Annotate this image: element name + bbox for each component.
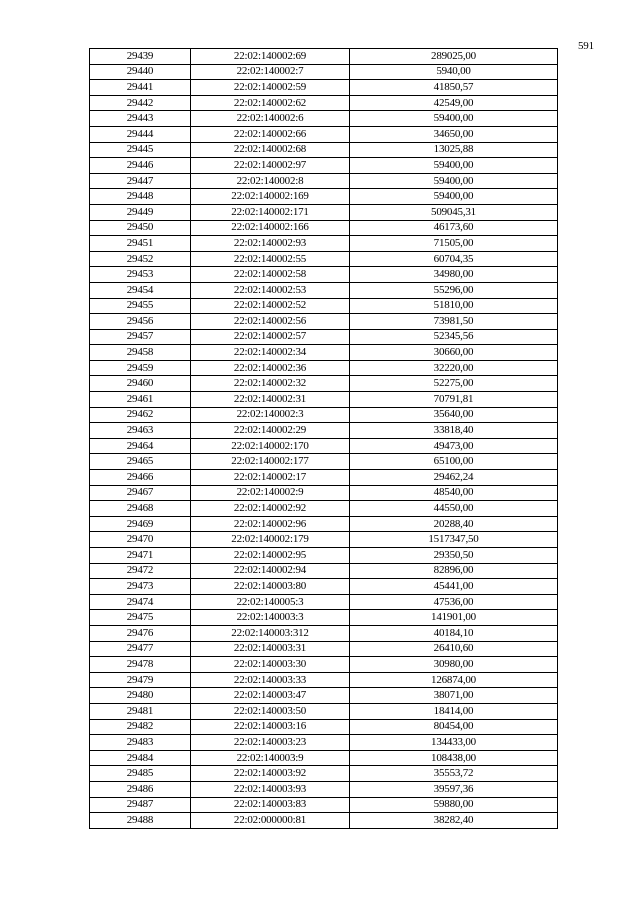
- table-row: [90, 438, 558, 454]
- cadastral-number-cell: 22:02:140003:30: [191, 657, 350, 673]
- cadastral-number-cell: 22:02:140002:96: [191, 516, 350, 532]
- cadastral-value-cell: 289025,00: [350, 49, 558, 65]
- table-row: [90, 64, 558, 80]
- cadastral-number-cell: 22:02:140003:83: [191, 797, 350, 813]
- table-row: [90, 657, 558, 673]
- cadastral-number-cell: 22:02:140005:3: [191, 594, 350, 610]
- row-number-cell: 29449: [90, 204, 191, 220]
- row-number-cell: 29470: [90, 532, 191, 548]
- cadastral-number-cell: 22:02:140002:97: [191, 158, 350, 174]
- row-number-cell: 29444: [90, 126, 191, 142]
- table-row: [90, 563, 558, 579]
- cadastral-number-cell: 22:02:140002:57: [191, 329, 350, 345]
- table-row: [90, 236, 558, 252]
- cadastral-number-cell: 22:02:140003:93: [191, 781, 350, 797]
- row-number-cell: 29456: [90, 314, 191, 330]
- cadastral-number-cell: 22:02:140002:58: [191, 267, 350, 283]
- cadastral-number-cell: 22:02:140003:312: [191, 625, 350, 641]
- cadastral-value-cell: 59880,00: [350, 797, 558, 813]
- cadastral-number-cell: 22:02:140002:62: [191, 95, 350, 111]
- table-row: [90, 485, 558, 501]
- cadastral-value-cell: 52345,56: [350, 329, 558, 345]
- cadastral-value-cell: 45441,00: [350, 579, 558, 595]
- row-number-cell: 29482: [90, 719, 191, 735]
- cadastral-value-cell: 52275,00: [350, 376, 558, 392]
- cadastral-value-cell: 509045,31: [350, 204, 558, 220]
- cadastral-number-cell: 22:02:140003:9: [191, 750, 350, 766]
- table-row: [90, 360, 558, 376]
- cadastral-number-cell: 22:02:140002:170: [191, 438, 350, 454]
- table-row: [90, 204, 558, 220]
- cadastral-value-cell: 49473,00: [350, 438, 558, 454]
- row-number-cell: 29484: [90, 750, 191, 766]
- row-number-cell: 29439: [90, 49, 191, 65]
- table-row: [90, 173, 558, 189]
- table-row: [90, 610, 558, 626]
- row-number-cell: 29452: [90, 251, 191, 267]
- cadastral-number-cell: 22:02:140002:53: [191, 282, 350, 298]
- cadastral-value-table: [89, 48, 558, 829]
- cadastral-value-cell: 42549,00: [350, 95, 558, 111]
- cadastral-value-cell: 80454,00: [350, 719, 558, 735]
- cadastral-value-cell: 59400,00: [350, 111, 558, 127]
- row-number-cell: 29478: [90, 657, 191, 673]
- row-number-cell: 29467: [90, 485, 191, 501]
- table-row: [90, 594, 558, 610]
- cadastral-value-cell: 70791,81: [350, 392, 558, 408]
- table-row: [90, 470, 558, 486]
- cadastral-value-cell: 30980,00: [350, 657, 558, 673]
- row-number-cell: 29468: [90, 501, 191, 517]
- cadastral-number-cell: 22:02:140002:92: [191, 501, 350, 517]
- cadastral-number-cell: 22:02:140002:8: [191, 173, 350, 189]
- cadastral-number-cell: 22:02:140003:33: [191, 672, 350, 688]
- table-row: [90, 111, 558, 127]
- cadastral-value-cell: 126874,00: [350, 672, 558, 688]
- cadastral-value-cell: 73981,50: [350, 314, 558, 330]
- row-number-cell: 29471: [90, 548, 191, 564]
- row-number-cell: 29476: [90, 625, 191, 641]
- row-number-cell: 29480: [90, 688, 191, 704]
- cadastral-number-cell: 22:02:140002:69: [191, 49, 350, 65]
- cadastral-value-cell: 51810,00: [350, 298, 558, 314]
- cadastral-value-cell: 13025,88: [350, 142, 558, 158]
- cadastral-value-cell: 65100,00: [350, 454, 558, 470]
- table-row: [90, 548, 558, 564]
- cadastral-value-cell: 71505,00: [350, 236, 558, 252]
- cadastral-value-cell: 41850,57: [350, 80, 558, 96]
- cadastral-number-cell: 22:02:140002:55: [191, 251, 350, 267]
- cadastral-number-cell: 22:02:140002:52: [191, 298, 350, 314]
- cadastral-value-cell: 59400,00: [350, 158, 558, 174]
- table-row: [90, 298, 558, 314]
- cadastral-number-cell: 22:02:140003:23: [191, 735, 350, 751]
- cadastral-number-cell: 22:02:140002:3: [191, 407, 350, 423]
- cadastral-value-cell: 134433,00: [350, 735, 558, 751]
- row-number-cell: 29443: [90, 111, 191, 127]
- row-number-cell: 29441: [90, 80, 191, 96]
- cadastral-number-cell: 22:02:000000:81: [191, 813, 350, 829]
- cadastral-value-cell: 82896,00: [350, 563, 558, 579]
- row-number-cell: 29457: [90, 329, 191, 345]
- row-number-cell: 29483: [90, 735, 191, 751]
- row-number-cell: 29488: [90, 813, 191, 829]
- cadastral-number-cell: 22:02:140002:32: [191, 376, 350, 392]
- cadastral-number-cell: 22:02:140002:29: [191, 423, 350, 439]
- cadastral-value-cell: 48540,00: [350, 485, 558, 501]
- row-number-cell: 29477: [90, 641, 191, 657]
- table-row: [90, 95, 558, 111]
- table-row: [90, 516, 558, 532]
- cadastral-number-cell: 22:02:140003:50: [191, 703, 350, 719]
- table-row: [90, 267, 558, 283]
- cadastral-value-cell: 47536,00: [350, 594, 558, 610]
- row-number-cell: 29455: [90, 298, 191, 314]
- row-number-cell: 29440: [90, 64, 191, 80]
- row-number-cell: 29481: [90, 703, 191, 719]
- cadastral-value-cell: 20288,40: [350, 516, 558, 532]
- row-number-cell: 29461: [90, 392, 191, 408]
- cadastral-number-cell: 22:02:140002:66: [191, 126, 350, 142]
- cadastral-value-cell: 30660,00: [350, 345, 558, 361]
- table-row: [90, 407, 558, 423]
- page-number: 591: [578, 40, 594, 52]
- cadastral-value-cell: 34980,00: [350, 267, 558, 283]
- row-number-cell: 29486: [90, 781, 191, 797]
- cadastral-number-cell: 22:02:140002:166: [191, 220, 350, 236]
- row-number-cell: 29466: [90, 470, 191, 486]
- row-number-cell: 29462: [90, 407, 191, 423]
- cadastral-value-cell: 60704,35: [350, 251, 558, 267]
- cadastral-number-cell: 22:02:140002:9: [191, 485, 350, 501]
- cadastral-value-cell: 1517347,50: [350, 532, 558, 548]
- row-number-cell: 29448: [90, 189, 191, 205]
- table-row: [90, 719, 558, 735]
- cadastral-value-cell: 40184,10: [350, 625, 558, 641]
- table-row: [90, 142, 558, 158]
- cadastral-value-cell: 55296,00: [350, 282, 558, 298]
- cadastral-value-cell: 26410,60: [350, 641, 558, 657]
- cadastral-value-cell: 59400,00: [350, 173, 558, 189]
- cadastral-number-cell: 22:02:140002:68: [191, 142, 350, 158]
- row-number-cell: 29485: [90, 766, 191, 782]
- cadastral-number-cell: 22:02:140003:3: [191, 610, 350, 626]
- cadastral-number-cell: 22:02:140002:31: [191, 392, 350, 408]
- table-row: [90, 797, 558, 813]
- table-row: [90, 314, 558, 330]
- row-number-cell: 29472: [90, 563, 191, 579]
- table-row: [90, 703, 558, 719]
- cadastral-value-cell: 34650,00: [350, 126, 558, 142]
- table-body: [90, 49, 558, 829]
- row-number-cell: 29447: [90, 173, 191, 189]
- table-row: [90, 766, 558, 782]
- table-row: [90, 423, 558, 439]
- cadastral-number-cell: 22:02:140002:6: [191, 111, 350, 127]
- cadastral-value-cell: 35553,72: [350, 766, 558, 782]
- table-row: [90, 282, 558, 298]
- table-row: [90, 641, 558, 657]
- cadastral-number-cell: 22:02:140002:17: [191, 470, 350, 486]
- cadastral-number-cell: 22:02:140002:36: [191, 360, 350, 376]
- table-row: [90, 376, 558, 392]
- row-number-cell: 29475: [90, 610, 191, 626]
- table-row: [90, 688, 558, 704]
- row-number-cell: 29479: [90, 672, 191, 688]
- row-number-cell: 29464: [90, 438, 191, 454]
- row-number-cell: 29474: [90, 594, 191, 610]
- table-row: [90, 80, 558, 96]
- cadastral-number-cell: 22:02:140002:93: [191, 236, 350, 252]
- table-row: [90, 49, 558, 65]
- table-row: [90, 532, 558, 548]
- row-number-cell: 29450: [90, 220, 191, 236]
- cadastral-value-cell: 29462,24: [350, 470, 558, 486]
- cadastral-number-cell: 22:02:140002:179: [191, 532, 350, 548]
- table-row: [90, 345, 558, 361]
- cadastral-value-cell: 18414,00: [350, 703, 558, 719]
- table-row: [90, 126, 558, 142]
- row-number-cell: 29465: [90, 454, 191, 470]
- table-row: [90, 579, 558, 595]
- cadastral-value-cell: 108438,00: [350, 750, 558, 766]
- cadastral-number-cell: 22:02:140003:92: [191, 766, 350, 782]
- cadastral-value-cell: 38282,40: [350, 813, 558, 829]
- cadastral-number-cell: 22:02:140002:94: [191, 563, 350, 579]
- cadastral-number-cell: 22:02:140002:56: [191, 314, 350, 330]
- table-row: [90, 625, 558, 641]
- cadastral-value-cell: 33818,40: [350, 423, 558, 439]
- table-row: [90, 781, 558, 797]
- table-row: [90, 220, 558, 236]
- cadastral-number-cell: 22:02:140003:47: [191, 688, 350, 704]
- row-number-cell: 29458: [90, 345, 191, 361]
- cadastral-number-cell: 22:02:140003:80: [191, 579, 350, 595]
- table-row: [90, 251, 558, 267]
- cadastral-value-cell: 44550,00: [350, 501, 558, 517]
- row-number-cell: 29453: [90, 267, 191, 283]
- table-row: [90, 735, 558, 751]
- cadastral-value-cell: 32220,00: [350, 360, 558, 376]
- cadastral-value-cell: 38071,00: [350, 688, 558, 704]
- cadastral-number-cell: 22:02:140003:31: [191, 641, 350, 657]
- table-row: [90, 189, 558, 205]
- cadastral-value-cell: 39597,36: [350, 781, 558, 797]
- cadastral-value-cell: 59400,00: [350, 189, 558, 205]
- row-number-cell: 29442: [90, 95, 191, 111]
- row-number-cell: 29445: [90, 142, 191, 158]
- cadastral-number-cell: 22:02:140002:177: [191, 454, 350, 470]
- table-row: [90, 501, 558, 517]
- cadastral-number-cell: 22:02:140002:95: [191, 548, 350, 564]
- table-row: [90, 392, 558, 408]
- cadastral-value-cell: 29350,50: [350, 548, 558, 564]
- cadastral-value-cell: 5940,00: [350, 64, 558, 80]
- row-number-cell: 29473: [90, 579, 191, 595]
- row-number-cell: 29446: [90, 158, 191, 174]
- table-row: [90, 329, 558, 345]
- row-number-cell: 29463: [90, 423, 191, 439]
- row-number-cell: 29459: [90, 360, 191, 376]
- row-number-cell: 29469: [90, 516, 191, 532]
- table-row: [90, 813, 558, 829]
- row-number-cell: 29460: [90, 376, 191, 392]
- cadastral-number-cell: 22:02:140003:16: [191, 719, 350, 735]
- cadastral-value-cell: 46173,60: [350, 220, 558, 236]
- cadastral-number-cell: 22:02:140002:7: [191, 64, 350, 80]
- cadastral-number-cell: 22:02:140002:59: [191, 80, 350, 96]
- table-row: [90, 750, 558, 766]
- cadastral-value-cell: 141901,00: [350, 610, 558, 626]
- cadastral-number-cell: 22:02:140002:34: [191, 345, 350, 361]
- row-number-cell: 29487: [90, 797, 191, 813]
- row-number-cell: 29454: [90, 282, 191, 298]
- cadastral-number-cell: 22:02:140002:171: [191, 204, 350, 220]
- table-row: [90, 672, 558, 688]
- table-row: [90, 158, 558, 174]
- row-number-cell: 29451: [90, 236, 191, 252]
- cadastral-value-cell: 35640,00: [350, 407, 558, 423]
- table-row: [90, 454, 558, 470]
- cadastral-number-cell: 22:02:140002:169: [191, 189, 350, 205]
